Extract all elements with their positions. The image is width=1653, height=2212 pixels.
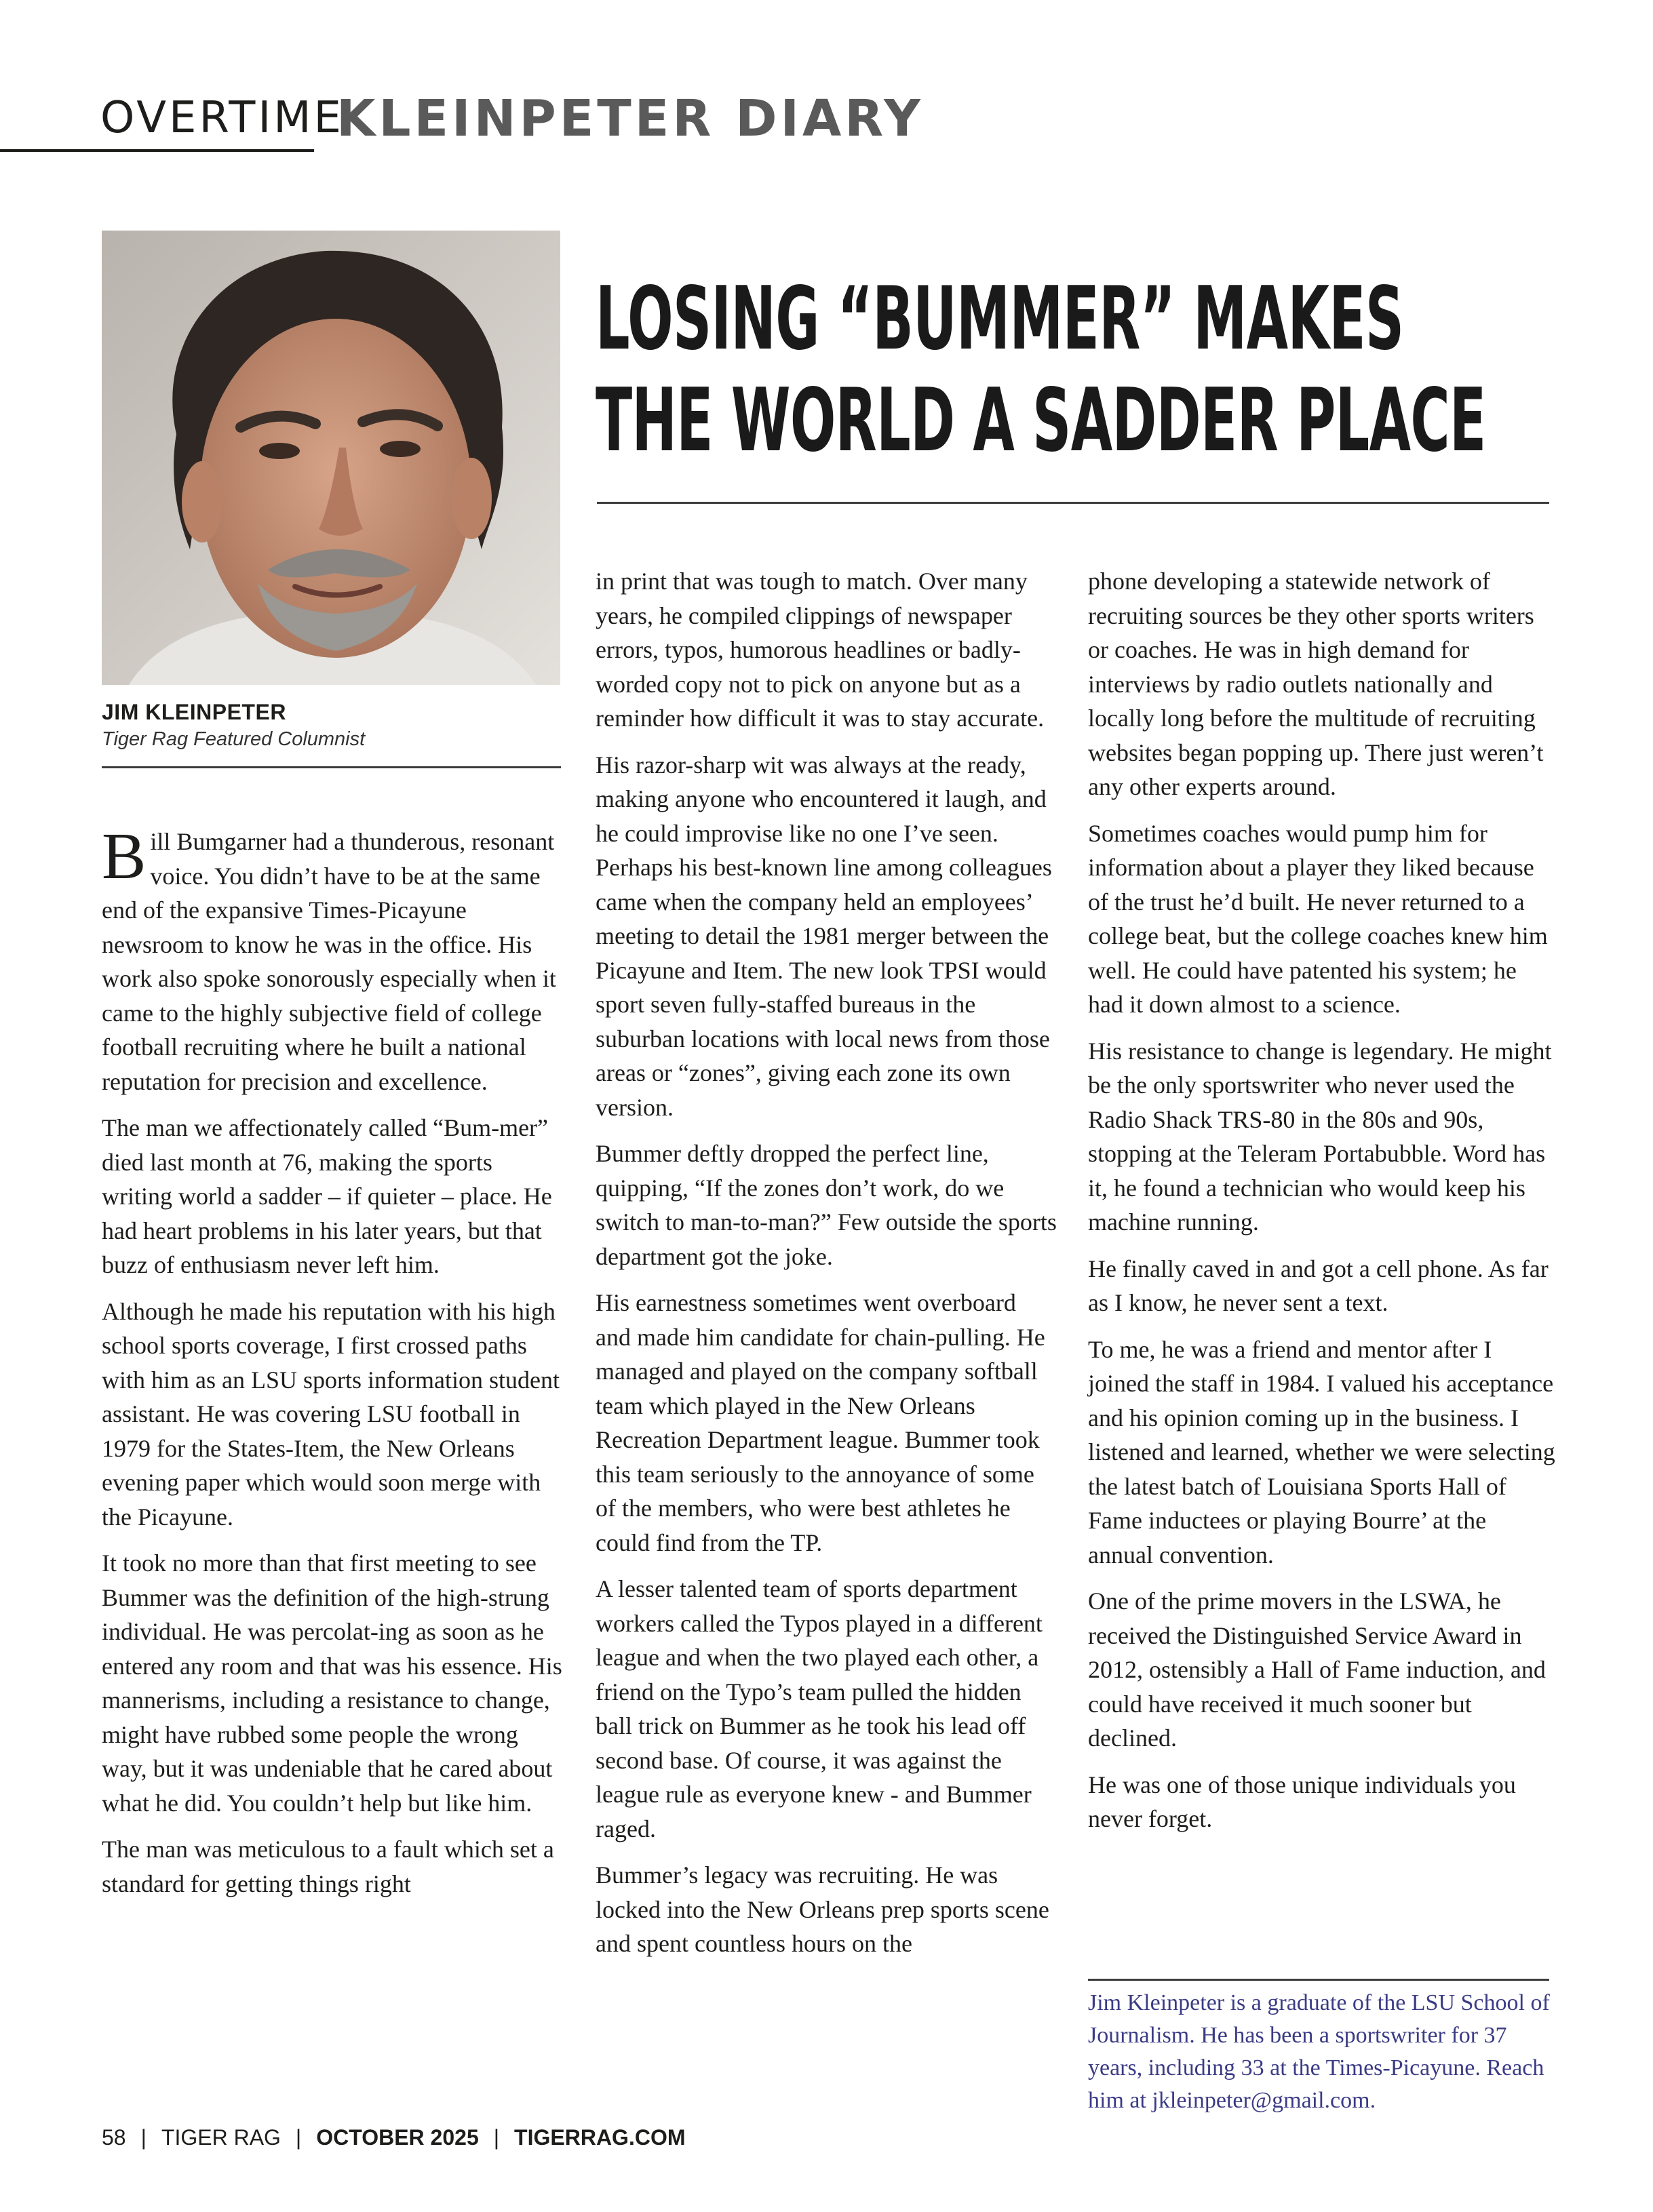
article-headline [596,269,1486,472]
paragraph: One of the prime movers in the LSWA, he received the Distinguished Service Award in 2012, ostensibly a Hall of Fame induction, and could have received it much sooner but declined. [1088,1587,1546,1752]
paragraph: Although he made his reputation with his high school sports coverage, I first crossed paths with him as an LSU sports information student assistant. He was covering LSU football in 1979 for the States-Item, the New Orleans evening paper which would soon merge with the Picayune. [102,1297,560,1530]
headline-line-1: LOSING “BUMMER” MAKES [596,269,1404,370]
issue-date: OCTOBER 2025 [316,2125,479,2150]
paragraph: It took no more than that first meeting to see Bummer was the definition of the high-strung individual. He was percolat-ing as soon as he entered any room and that was his essence. His mannerisms, including a resistance to change, might have rubbed some people the wrong way, but it was undeniable that he cared about what he did. You couldn’t help but like him. [102,1549,562,1817]
page-footer: 58 | TIGER RAG | OCTOBER 2025 | TIGERRAG.COM [102,2125,686,2150]
paragraph: He finally caved in and got a cell phone. As far as I know, he never sent a text. [1088,1255,1549,1316]
paragraph: phone developing a statewide network of recruiting sources be they other sports writers or coaches. He was in high demand for interviews by radio outlets nationally and locally long before the multitude of recruiting websites began popping up. There just weren’t any other experts around. [1088,568,1544,800]
paragraph: The man we affectionately called “Bum-mer” died last month at 76, making the sports writing world a sadder – if quieter – place. He had heart problems in his later years, but that buzz of enthusiasm never left him. [102,1114,552,1278]
paragraph: Bill Bumgarner had a thunderous, resonant voice. You didn’t have to be at the same end of the expansive Times-Picayune newsroom to know he was in the office. His work also spoke sonorously especially when it came to the highly subjective field of college football recruiting where he built a national reputation for precision and excellence. [102,820,556,1095]
headline-rule [597,502,1549,504]
header-rule [0,149,314,152]
paragraph: His razor-sharp wit was always at the ready, making anyone who encountered it laugh, and he could improvise like no one I’ve seen. Perhaps his best-known line among colleagues came when the company held an employees’ meeting to detail the 1981 merger between the Picayune and Item. The new look TPSI would sport seven fully-staffed bureaus in the suburban locations with local news from those areas or “zones”, giving each zone its own version. [596,751,1052,1121]
author-bio: Jim Kleinpeter is a graduate of the LSU School of Journalism. He has been a sportswriter for 37 years, including 33 at the Times-Picayune. Reach him at jkleinpeter@gmail.com. [1088,1990,1550,2113]
paragraph: The man was meticulous to a fault which set a standard for getting things right [102,1836,554,1897]
body-column-3 [1088,564,1556,1849]
site-url: TIGERRAG.COM [514,2125,686,2150]
author-photo [102,231,560,685]
paragraph: To me, he was a friend and mentor after I joined the staff in 1984. I valued his acceptance and his opinion coming up in the business. I listened and learned, whether we were selecting the latest batch of Louisiana Sports Hall of Fame inductees or playing Bourre’ at the annual convention. [1088,1335,1555,1568]
page-number: 58 [102,2125,126,2150]
paragraph: He was one of those unique individuals you never forget. [1088,1771,1516,1832]
paragraph: His earnestness sometimes went overboard and made him candidate for chain-pulling. He managed and played on the company softball team which played in the New Orleans Recreation Department league. Bummer took this team seriously to the annoyance of some of the members, who were best athletes he could find from the TP. [596,1289,1045,1556]
paragraph: Sometimes coaches would pump him for information about a player they liked because of the trust he’d built. He never returned to a college beat, but the college coaches knew him well. He could have patented his system; he had it down almost to a science. [1088,819,1548,1018]
section-label: OVERTIME [100,93,344,143]
paragraph: in print that was tough to match. Over many years, he compiled clippings of newspaper errors, typos, humorous headlines or badly-worded copy not to pick on anyone but as a reminder how difficult it was to stay accurate. [596,568,1045,732]
headline-line-2: THE WORLD A SADDER PLACE [596,370,1486,471]
column-title: KLEINPETER DIARY [336,90,924,148]
author-name: JIM KLEINPETER [102,700,286,724]
body-column-1 [102,820,563,1913]
paragraph: His resistance to change is legendary. He might be the only sportswriter who never used the Radio Shack TRS-80 in the 80s and 90s, stopping at the Teleram Portabubble. Word has it, he found a technician who would keep his machine running. [1088,1037,1552,1236]
paragraph: Bummer deftly dropped the perfect line, quipping, “If the zones don’t work, do we switch to man-to-man?” Few outside the sports department got the joke. [596,1140,1057,1270]
body-column-2 [596,564,1057,1973]
paragraph: A lesser talented team of sports department workers called the Typos played in a different league and when the two played each other, a friend on the Typo’s team pulled the hidden ball trick on Bummer as he took his lead off second base. Of course, it was against the league rule as everyone knew - and Bummer raged. [596,1575,1043,1842]
byline-rule [102,766,561,768]
author-role: Tiger Rag Featured Columnist [102,728,366,750]
bio-rule [1088,1979,1549,1981]
paragraph: Bummer’s legacy was recruiting. He was locked into the New Orleans prep sports scene and spent countless hours on the [596,1861,1049,1957]
magazine-name: TIGER RAG [161,2125,281,2150]
drop-cap: B [102,820,147,893]
